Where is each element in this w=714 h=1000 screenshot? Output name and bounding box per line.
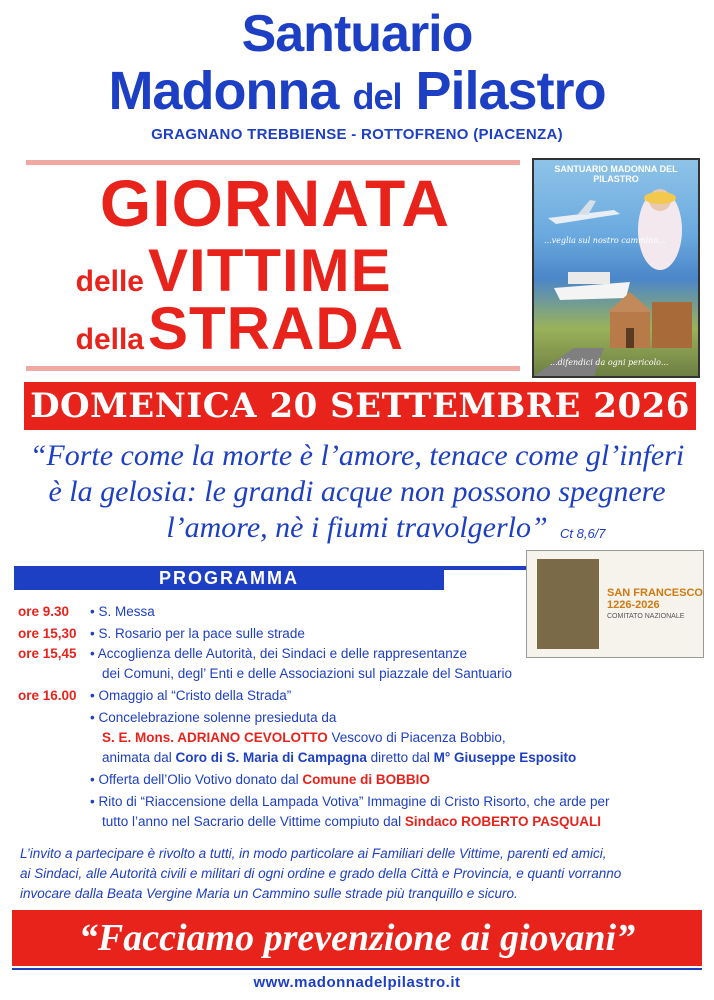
sanctuary-photo [532,158,700,378]
concelebration-bishop-line [102,730,506,745]
stamp-figure-image [537,559,599,649]
oil-text: • Offerta dell’Olio Votivo donato dal [90,772,303,787]
quote-line2: è la gelosia: le grandi acque non possono spegnere [48,475,666,508]
divider-top [26,160,520,165]
invite-line1: L’invito a partecipare è rivolto a tutti, in modo particolare ai Familiari delle Vittime, parenti ed amici, [20,846,607,861]
quote-line1: “Forte come la morte è l’amore, tenace come gl’inferi [29,439,685,472]
event-title-giornata: GIORNATA [99,166,451,240]
program-item-3-cont: dei Comuni, degl’ Enti e delle Associazioni sul piazzale del Santuario [102,666,512,681]
program-time-1: ore 9.30 [18,604,70,619]
concelebration-choir-line [102,750,576,765]
website-link[interactable]: www.madonnadelpilastro.it [253,974,461,991]
program-item-4: • Omaggio al “Cristo della Strada” [90,688,292,703]
bishop-title: Vescovo di Piacenza Bobbio, [327,730,506,745]
choir-prefix: animata dal [102,750,176,765]
stamp-years: 1226-2026 [607,599,660,611]
photo-caption: SANTUARIO MADONNA DEL PILASTRO [554,164,678,184]
concelebration-line: • Concelebrazione solenne presieduta da [90,710,337,725]
program-time-3: ore 15,45 [18,646,77,661]
photo-collage-graphic [534,160,698,376]
title-word-madonna: Madonna [108,61,339,121]
program-heading: PROGRAMMA [159,568,299,588]
choir-director: M° Giuseppe Esposito [433,750,577,765]
event-date: DOMENICA 20 SETTEMBRE 2026 [30,386,690,426]
photo-motto-top: ...veglia sul nostro cammino... [544,236,666,245]
event-word-delle: delle [75,265,144,298]
program-item-1: • S. Messa [90,604,155,619]
rite-line2 [102,814,601,829]
event-word-strada: STRADA [148,295,404,362]
invite-line2: ai Sindaci, alle Autorità civili e militari di ogni ordine e grado della Città e Provincia, e quanti vorranno [20,866,622,881]
event-word-della: della [75,323,144,356]
quote-citation: Ct 8,6/7 [560,526,606,541]
quote-line3: l’amore, nè i fiumi travolgerlo” [166,511,548,544]
oil-donor: Comune di BOBBIO [302,772,430,787]
mayor-name: Sindaco ROBERTO PASQUALI [404,814,601,829]
rite-line1: • Rito di “Riaccensione della Lampada Votiva” Immagine di Cristo Risorto, che arde per [90,794,610,809]
stamp-name: SAN FRANCESCO [607,587,703,599]
san-francesco-stamp [526,550,704,658]
program-item-3: • Accoglienza delle Autorità, dei Sindaci e delle rappresentanze [90,646,467,661]
footer-divider [12,968,702,970]
sanctuary-title-line1: Santuario [241,5,473,63]
stamp-committee: COMITATO NAZIONALE [607,613,685,620]
event-word-vittime: VITTIME [148,237,392,304]
oil-offering-line [90,772,430,787]
event-title-strada [30,294,404,363]
sanctuary-title-line2 [0,62,714,126]
rite-text: tutto l’anno nel Sacrario delle Vittime compiuto dal [102,814,405,829]
bishop-name: S. E. Mons. ADRIANO CEVOLOTTO [102,730,328,745]
program-time-4: ore 16.00 [18,688,77,703]
invite-line3: invocare dalla Beata Vergine Maria un Cammino sulle strade più tranquillo e sicuro. [20,886,518,901]
title-word-del: del [352,76,402,117]
slogan-text: “Facciamo prevenzione ai giovani” [78,917,636,959]
title-word-pilastro: Pilastro [415,61,606,121]
choir-name: Coro di S. Maria di Campagna [175,750,367,765]
photo-motto-bottom: ...difendici da ogni pericolo... [550,358,669,367]
divider-bottom [26,366,520,371]
location-subtitle: GRAGNANO TREBBIENSE - ROTTOFRENO (PIACENZA) [151,126,563,143]
program-item-2: • S. Rosario per la pace sulle strade [90,626,305,641]
choir-mid: diretto dal [366,750,434,765]
program-time-2: ore 15,30 [18,626,77,641]
